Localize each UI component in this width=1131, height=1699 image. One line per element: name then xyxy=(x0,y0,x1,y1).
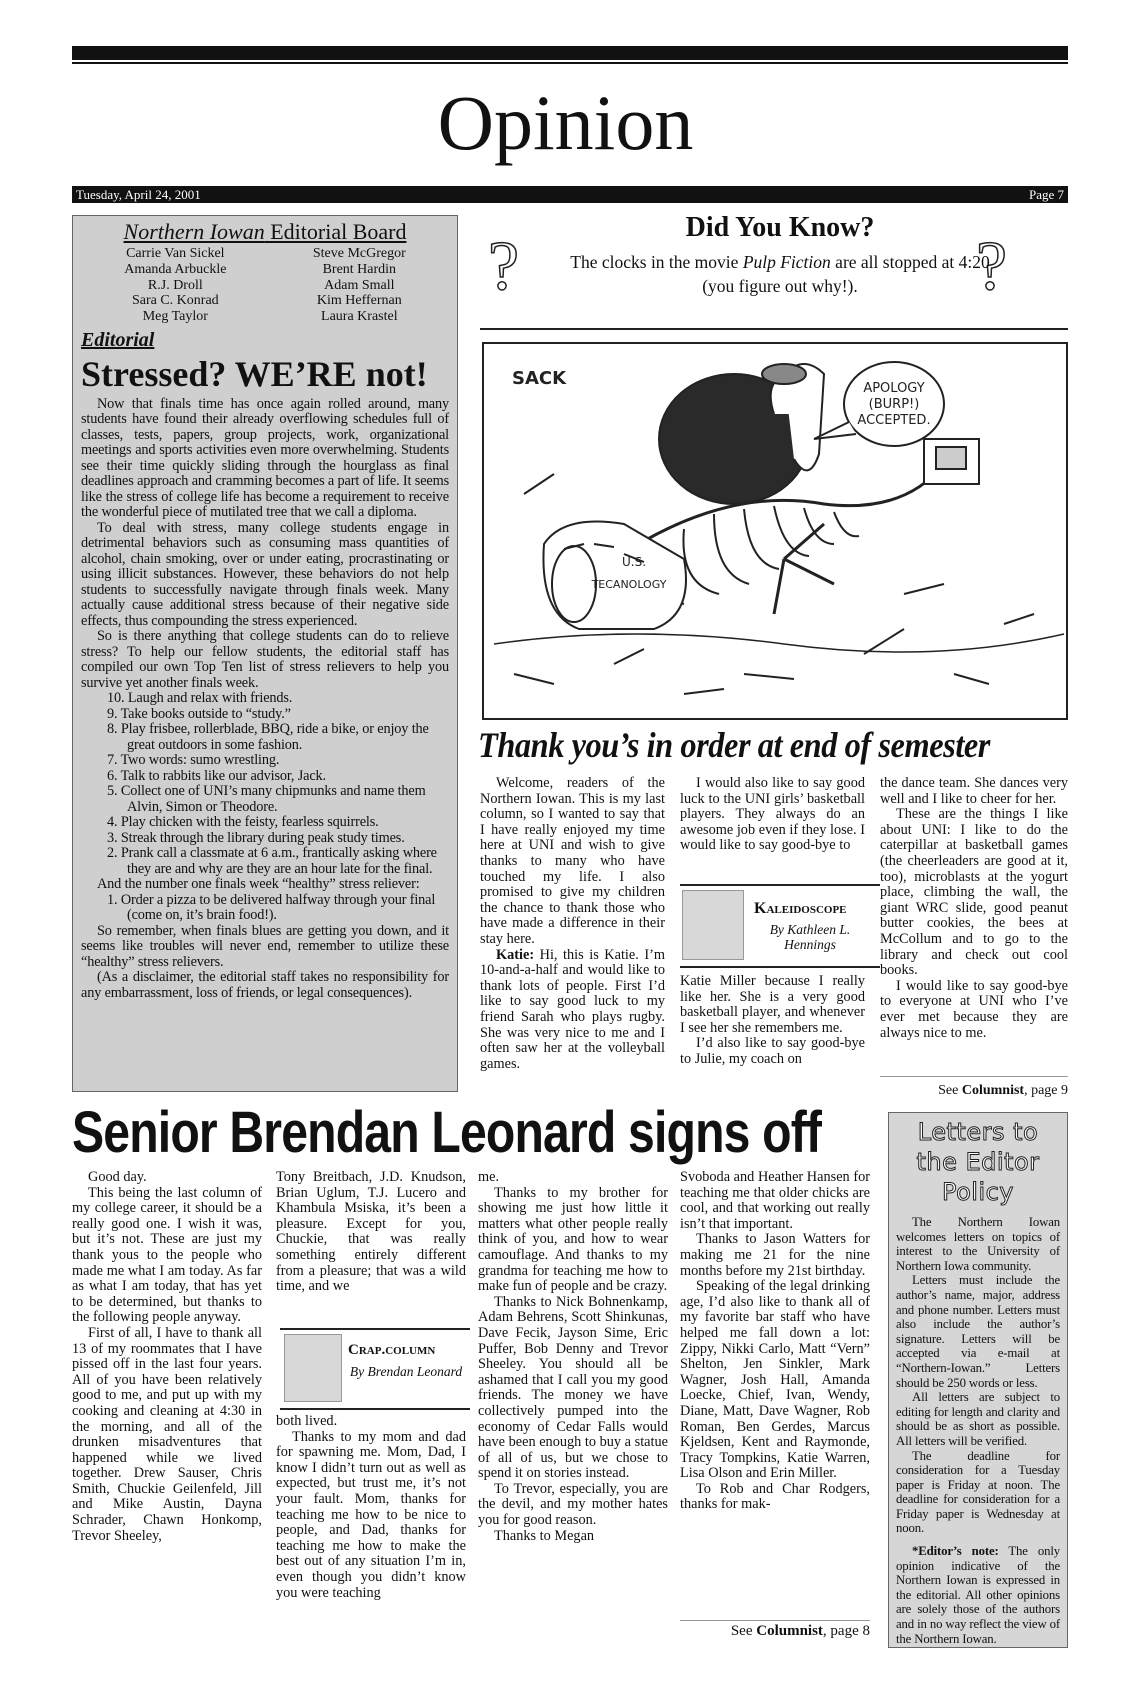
board-member: Adam Small xyxy=(324,277,395,293)
editorial-headline: Stressed? WE’RE not! xyxy=(81,353,428,394)
list-item: 4. Play chicken with the feisty, fearless squirrels. xyxy=(107,814,379,831)
paragraph: Thanks to Megan xyxy=(494,1527,595,1544)
board-member: Kim Heffernan xyxy=(316,293,402,309)
did-you-know-text xyxy=(560,250,1000,298)
board-member: Meg Taylor xyxy=(142,309,208,325)
paragraph: Good day. xyxy=(88,1169,147,1185)
text: , page 9 xyxy=(1024,1083,1068,1098)
board-col-right xyxy=(313,246,406,325)
senior-col-2b xyxy=(276,1414,466,1601)
plane-label: U.S. xyxy=(621,555,647,569)
letters-policy-box xyxy=(888,1112,1068,1648)
author-byline: By Kathleen L. Hennings xyxy=(769,922,851,952)
crap-column-byline-box xyxy=(280,1328,470,1410)
bubble-line: ACCEPTED. xyxy=(857,413,931,428)
board-members xyxy=(81,246,449,325)
text: Columnist xyxy=(961,1083,1025,1098)
paragraph: both lived. xyxy=(276,1413,338,1429)
paragraph: Thanks to my mom and dad for spawning me. Mom, Dad, I know I didn’t turn out as well as expected, but trust me, it’s not your fault. Mom, thanks for teaching me how to be nice to people, and Dad, thanks for teaching me how to make the best out of any situation I’m in, even though you didn’t know you were teaching xyxy=(276,1428,466,1601)
senior-headline: Senior Brendan Leonard signs off xyxy=(72,1100,822,1165)
paragraph: Now that finals time has once again rolled around, many students have found their already overflowing schedules full of classes, tests, papers, group projects, work, organizational meetings and sports activities even more overwhelming. Students see their time quickly sliding through the hourglass as final deadlines approach and cramming becomes a part of life. It seems like the stress of college life has become a requirement to receive the wonderful piece of mutilated tree that we call a diploma. xyxy=(81,395,449,521)
paragraph: me. xyxy=(478,1169,500,1185)
paragraph: The Northern Iowan welcomes letters on topics of interest to the University of Northern Iowa community. xyxy=(896,1215,1060,1273)
board-member: Laura Krastel xyxy=(321,309,398,325)
column-name: Crap.column xyxy=(348,1342,436,1358)
issue-date: Tuesday, April 24, 2001 xyxy=(76,187,201,202)
bubble-line: APOLOGY xyxy=(863,381,925,396)
paragraph: Tony Breitbach, J.D. Knudson, Brian Uglum, T.J. Lucero and Khambula Msiska, it’s been a pleasure. Except for you, Chuckie, that was really something entirely different from a pleasure; that was a wild time, and we xyxy=(276,1169,466,1295)
board-member: Brent Hardin xyxy=(322,261,397,277)
top-rule xyxy=(72,46,1068,60)
paragraph: To Trevor, especially, you are the devil, and my mother hates you for good reason. xyxy=(478,1480,668,1529)
divider xyxy=(480,328,1068,330)
paragraph: I would also like to say good luck to the UNI girls’ basketball players. They always do an awesome job even if they lose. I would like to say good-bye to xyxy=(680,775,865,854)
note-label: *Editor’s note: xyxy=(912,1544,999,1559)
text: The clocks in the movie xyxy=(570,252,743,272)
author-photo xyxy=(284,1334,342,1402)
page-number: Page 7 xyxy=(1028,187,1064,202)
board-member: Steve McGregor xyxy=(312,246,406,261)
text: Hi, this is Katie. I’m 10-and-a-half and would like to thank lots of people. First I’d like to say good luck to my friend Sarah who plays rugby. She was very nice to me and I often saw her at the volleyball games. xyxy=(480,946,665,1072)
paragraph: Letters must include the author’s name, major, address and phone number. Letters must also include the author’s signature. Letters will be accepted via e-mail at “Northern-Iowan.” Letters should be 250 words or less. xyxy=(896,1273,1060,1390)
list-item: 2. Prank call a classmate at 6 a.m., frantically asking where they are and why are they are an hour late for the final. xyxy=(107,845,437,877)
senior-col-3 xyxy=(478,1170,668,1544)
editorial-cartoon xyxy=(482,342,1068,720)
editorial-box xyxy=(72,215,458,1092)
letters-policy-body xyxy=(896,1215,1060,1646)
paragraph: The deadline for consideration for a Tuesday paper is Friday at noon. The deadline for consideration for a Friday paper is Wednesday at noon. xyxy=(896,1448,1060,1536)
kaleidoscope-col-2a xyxy=(680,776,865,854)
paragraph: Speaking of the legal drinking age, I’d also like to thank all of my favorite bar staff who have helped me fall down a lot: Zippy, Nikki Carlo, Matt “Vern” Shelton, Jen Sinkler, Mark Wagner, Josh Hall, Amanda Loecke, Chief, Ivan, Wendy, Diane, Matt, Dave Wagner, Rob Roman, Ben Gerdes, Marcus Kjeldsen, Kent and Raymonde, Tracy Tompkins, Katie Warren, Lisa Olson and Erin Miller. xyxy=(680,1278,870,1482)
board-col-left xyxy=(124,246,226,325)
paragraph: Svoboda and Heather Hansen for teaching me that older chicks are cool, and that working out really isn’t that important. xyxy=(680,1169,870,1232)
list-item: 1. Order a pizza to be delivered halfway through your final (come on, it’s brain food!). xyxy=(107,891,436,924)
senior-col-2a xyxy=(276,1170,466,1295)
paper-name: Northern Iowan xyxy=(123,219,265,244)
bubble-line: (BURP!) xyxy=(868,397,920,412)
see-columnist-8[interactable] xyxy=(680,1620,870,1640)
kaleidoscope-byline-box xyxy=(680,884,880,968)
top-ten-list xyxy=(81,691,449,877)
top-thin-rule xyxy=(72,62,1068,64)
text: The only opinion indicative of the Northern Iowan is expressed in the editorial. All other opinions are solely those of the authors and in no way reflect the view of the Northern Iowan. xyxy=(896,1544,1060,1646)
paragraph: So is there anything that college students can do to relieve stress? To help our fellow students, the editorial staff has compiled our own Top Ten list of stress relievers to help you survive yet another finals week. xyxy=(81,628,449,691)
section-title: Opinion xyxy=(437,79,694,166)
paragraph: These are the things I like about UNI: I like to do the caterpillar at basketball games (the cheerleaders are good at it, too), microblasts at the yogurt place, climbing the wall, the giant WRC slide, good peanut butter cookies, the bees at McCollum and to go to the library and check out cool books. xyxy=(880,806,1068,979)
plane-label: TECANOLOGY xyxy=(591,578,667,591)
board-member: Amanda Arbuckle xyxy=(124,261,227,277)
board-member: Sara C. Konrad xyxy=(131,293,219,309)
paragraph: Welcome, readers of the Northern Iowan. This is my last column, so I wanted to say that I have really enjoyed my time here at UNI and wish to give thanks to many who have touched my life. I also promised to give my children the chance to thank those who have made a difference in their stay here. xyxy=(480,775,665,947)
senior-col-1 xyxy=(72,1170,262,1544)
paragraph: I would like to say good-bye to everyone at UNI who I’ve ever met because they are always nice to me. xyxy=(880,977,1068,1041)
board-member: Carrie Van Sickel xyxy=(126,246,225,261)
list-item: 6. Talk to rabbits like our advisor, Jack. xyxy=(107,767,326,784)
did-you-know-box xyxy=(480,208,1080,316)
editorial-label: Editorial xyxy=(81,328,155,351)
text: See xyxy=(938,1083,962,1098)
editors-note xyxy=(896,1544,1060,1646)
text: See xyxy=(730,1623,757,1639)
paragraph: Thanks to my brother for showing me just how little it matters what other people really think of you, and how to wear camouflage. And thanks to my grandma for teaching me how to make fun of people and be crazy. xyxy=(478,1184,668,1295)
cartoon-drawing xyxy=(484,344,1066,718)
kaleidoscope-col-1 xyxy=(480,776,665,1072)
paragraph xyxy=(480,948,665,1073)
paragraph: I’d also like to say good-bye to Julie, my coach on xyxy=(680,1035,865,1067)
paragraph: So remember, when finals blues are getting you down, and it seems like troubles will never end, remember to utilize these “healthy” stress relievers. xyxy=(81,922,449,970)
question-mark-icon: ? xyxy=(488,228,520,305)
paragraph: To deal with stress, many college students engage in detrimental behaviors such as consuming mass quantities of alcohol, chain smoking, over or under eating, procrastinating or using illicit substances. However, these behaviors do not help students to successfully navigate through finals week. Many actually cause additional stress because of their negative side effects, thus compounding the stress experienced. xyxy=(81,519,449,629)
kaleidoscope-headline: Thank you’s in order at end of semester xyxy=(478,725,990,765)
did-you-know-title: Did You Know? xyxy=(685,212,875,243)
board-label: Editorial Board xyxy=(264,219,407,244)
senior-col-4 xyxy=(680,1170,870,1513)
author-photo xyxy=(682,890,744,960)
paragraph: (As a disclaimer, the editorial staff takes no responsibility for any embarrassment, loss of friends, or legal consequences). xyxy=(81,969,449,1001)
speaker: Katie: xyxy=(496,946,535,963)
paragraph: This being the last column of my college career, it should be a really good one. I wish it was, but it’s not. These are just my thank yous to the people who made me what I am today. As far as what I am today, that has yet to be determined, but thanks to the following people anyway. xyxy=(72,1184,262,1326)
paragraph: Thanks to Nick Bohnenkamp, Adam Behrens, Scott Shinkunas, Dave Fecik, Jayson Sime, Eric Puffer, Bob Denny and Trevor Sheeley. You should all be ashamed that I call you my good friends. The money we have collectively pumped into the economy of Cedar Falls would have been enough to buy a statue of all of us, but we chose to spend it on stories instead. xyxy=(478,1293,668,1482)
list-item: 10. Laugh and relax with friends. xyxy=(107,690,293,707)
column-name: Kaleidoscope xyxy=(754,900,847,917)
list-item: 7. Two words: sumo wrestling. xyxy=(107,752,280,769)
see-columnist-9[interactable] xyxy=(880,1076,1068,1099)
kaleidoscope-col-3 xyxy=(880,776,1068,1041)
kaleidoscope-col-2b xyxy=(680,974,865,1068)
paragraph: All letters are subject to editing for length and clarity and should be as short as possible. All letters will be verified. xyxy=(896,1390,1060,1448)
number-one-item xyxy=(81,893,449,924)
text: , page 8 xyxy=(822,1623,870,1639)
paragraph: Katie Miller because I really like her. She is a very good basketball player, and whenever I see her she remembers me. xyxy=(680,973,865,1036)
text: Columnist xyxy=(756,1623,823,1639)
paragraph: First of all, I have to thank all 13 of my roommates that I have pissed off in the last four years. All of you have been relatively good to me, and put up with my cooking and cleaning at 4:30 in the morning, and all of the drunken misadventures that happened while we lived together. Drew Sauser, Chris Smith, Chuckie Geilenfeld, Jill and Mike Austin, Dayna Schrader, Chawn Honkomp, Trevor Sheeley, xyxy=(72,1324,262,1544)
paragraph: Thanks to Jason Watters for making me 21 for the nine months before my 21st birthday. xyxy=(680,1231,870,1279)
date-bar xyxy=(72,186,1068,203)
list-item: 3. Streak through the library during peak study times. xyxy=(107,829,405,846)
paragraph: And the number one finals week “healthy” stress reliever: xyxy=(97,876,420,893)
list-item: 9. Take books outside to “study.” xyxy=(107,705,291,722)
author-byline: By Brendan Leonard xyxy=(349,1364,463,1379)
question-mark-icon: ? xyxy=(976,228,1008,305)
cartoon-signature: SACK xyxy=(512,368,567,389)
editorial-board-title xyxy=(81,220,449,244)
board-member: R.J. Droll xyxy=(147,277,203,293)
text: are all stopped at 4:20 (you figure out why!). xyxy=(702,252,990,296)
paragraph: To Rob and Char Rodgers, thanks for mak- xyxy=(680,1480,870,1513)
letters-policy-title: Letters to the Editor Policy xyxy=(916,1118,1040,1206)
list-item: 5. Collect one of UNI’s many chipmunks and name them Alvin, Simon or Theodore. xyxy=(107,783,426,815)
editorial-body xyxy=(81,397,449,1002)
paragraph: the dance team. She dances very well and I like to cheer for her. xyxy=(880,775,1068,807)
list-item: 8. Play frisbee, rollerblade, BBQ, ride a bike, or enjoy the great outdoors in some fashion. xyxy=(107,721,429,753)
movie-title: Pulp Fiction xyxy=(742,252,831,272)
